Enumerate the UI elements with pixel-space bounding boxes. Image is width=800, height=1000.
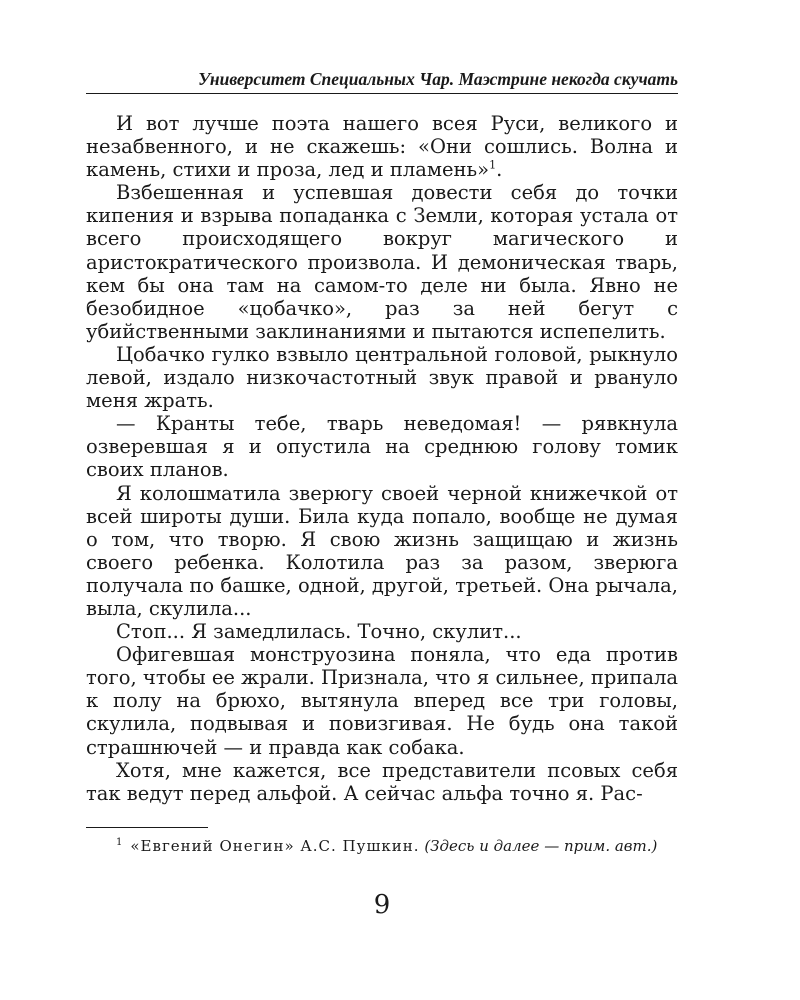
footnote-source: «Евгений Онегин» А.С. Пушкин. [130, 837, 420, 855]
paragraph: — Кранты тебе, тварь неведомая! — рявкнула озверевшая я и опустила на среднюю голову томик своих планов. [86, 412, 678, 482]
paragraph [86, 112, 678, 181]
page-number: 9 [373, 890, 391, 920]
paragraph: Я колошматила зверюгу своей черной книжечкой от всей широты души. Била куда попало, вообще не думая о том, что творю. Я свою жизнь защищаю и жизнь своего ребенка. Колотила раз за разом, зверюга получала по башке, одной, другой, третьей. Она рычала, выла, скулила... [86, 481, 678, 620]
paragraph-end-punctuation: . [496, 158, 503, 182]
paragraph: Хотя, мне кажется, все представители псовых себя так ведут перед альфой. А сейчас альфа точно я. Рас- [86, 758, 678, 805]
footnote-marker: 1 [116, 837, 123, 848]
header-rule [86, 93, 678, 94]
paragraph: Офигевшая монструозина поняла, что еда против того, чтобы ее жрали. Признала, что я сильнее, припала к полу на брюхо, вытянула вперед все три головы, скулила, подвывая и повизгивая. Не будь она такой страшнючей — и правда как собака. [86, 643, 678, 759]
footnote [86, 835, 678, 857]
running-head: Университет Специальных Чар. Маэстрине некогда скучать [198, 69, 678, 89]
paragraph: Стоп... Я замедлилась. Точно, скулит... [116, 620, 522, 644]
paragraph-text: И вот лучше поэта нашего всея Руси, великого и незабвенного, и не скажешь: «Они сошлись. Волна и камень, стихи и проза, лед и пламень» [86, 112, 678, 182]
paragraph: Взбешенная и успевшая довести себя до точки кипения и взрыва попаданка с Земли, которая устала от всего происходящего вокруг магического и аристократического произвола. И демоническая тварь, кем бы она там на самом-то деле ни была. Явно не безобидное «цобачко», раз за ней бегут с убийственными заклинаниями и пытаются испепелить. [86, 181, 678, 343]
footnote-rule [86, 827, 208, 828]
paragraph: Цобачко гулко взвыло центральной головой, рыкнуло левой, издало низкочастотный звук правой и рвануло меня жрать. [86, 342, 678, 413]
body-text [86, 112, 678, 805]
footnote-note: (Здесь и далее — прим. авт.) [424, 837, 658, 855]
footnote-reference: 1 [489, 158, 497, 172]
